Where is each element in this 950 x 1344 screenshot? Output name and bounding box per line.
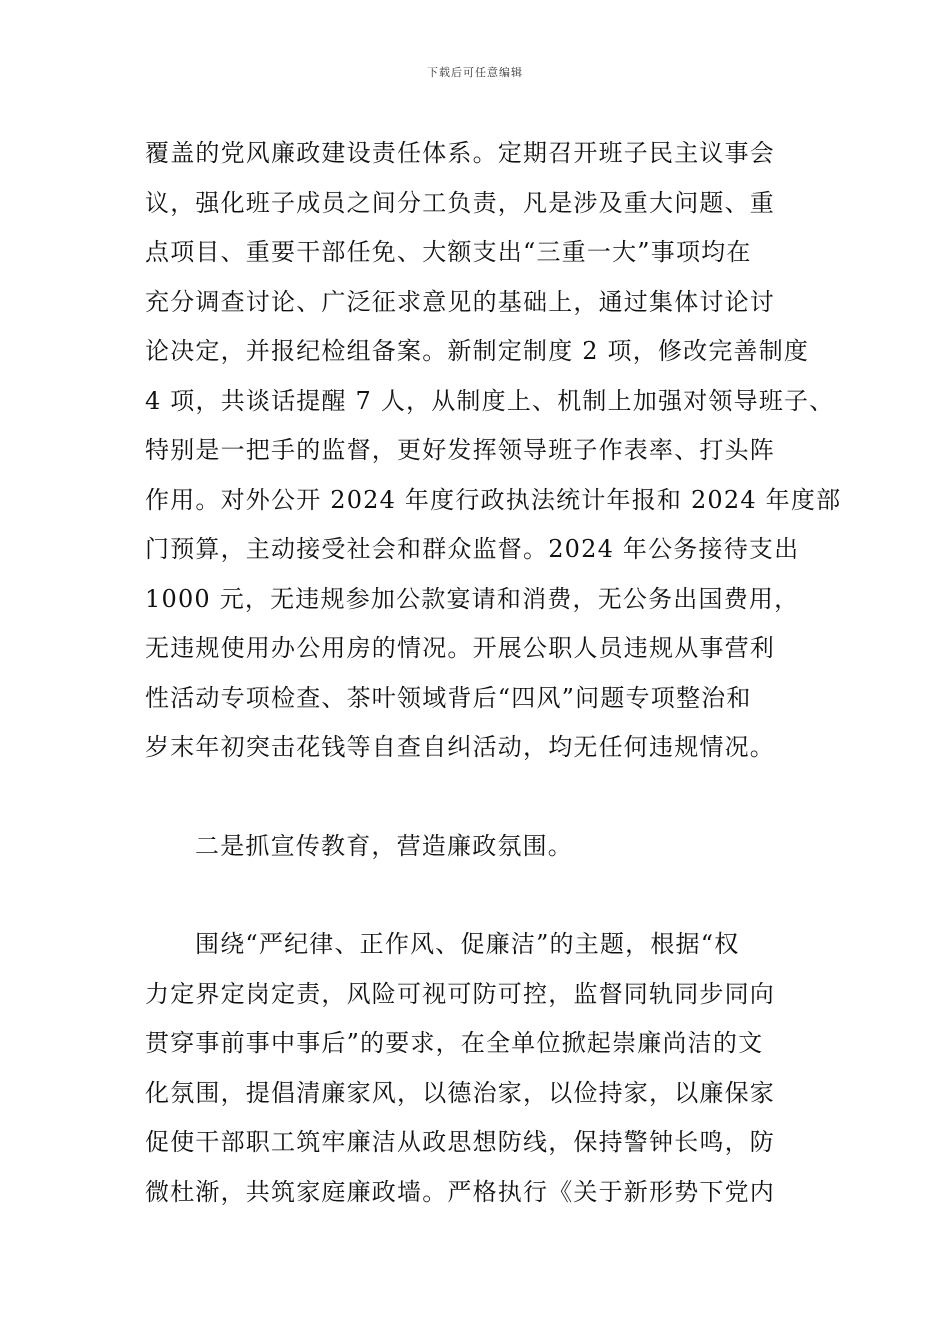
text-line: 性活动专项检查、茶叶领域背后“四风”问题专项整治和: [145, 683, 752, 712]
text-line: 论决定，并报纪检组备案。新制定制度 2 项，修改完善制度: [145, 337, 810, 365]
section-heading: 二是抓宣传教育，营造廉政氛围。: [195, 831, 573, 860]
paragraph-spacer: [145, 773, 825, 822]
text-line: 贯穿事前事中事后”的要求，在全单位掀起崇廉尚洁的文: [145, 1029, 764, 1057]
text-line: 充分调查讨论、广泛征求意见的基础上，通过集体讨论讨: [145, 287, 775, 316]
text-line: 促使干部职工筑牢廉洁从政思想防线，保持警钟长鸣，防: [145, 1128, 775, 1156]
document-body: [145, 129, 842, 1217]
text-line: 覆盖的党风廉政建设责任体系。定期召开班子民主议事会: [145, 139, 775, 167]
paragraph-1: [145, 129, 842, 773]
header-note: 下载后可任意编辑: [427, 66, 523, 79]
text-line: 微杜渐，共筑家庭廉政墙。严格执行《关于新形势下党内: [145, 1177, 775, 1206]
text-line: 门预算，主动接受社会和群众监督。2024 年公务接待支出: [145, 535, 800, 563]
text-line: 化氛围，提倡清廉家风，以德治家，以俭持家，以廉保家: [145, 1078, 775, 1107]
paragraph-2: [145, 920, 825, 1217]
text-line: 岁末年初突击花钱等自查自纠活动，均无任何违规情况。: [145, 733, 775, 761]
text-line: 无违规使用办公用房的情况。开展公职人员违规从事营利: [145, 634, 775, 662]
paragraph-spacer: [145, 871, 825, 920]
text-line: 围绕“严纪律、正作风、促廉洁”的主题，根据“权: [195, 930, 740, 958]
text-line: 1000 元，无违规参加公款宴请和消费，无公务出国费用，: [145, 584, 800, 613]
text-line: 4 项，共谈话提醒 7 人，从制度上、机制上加强对领导班子、: [145, 386, 835, 415]
text-line: 特别是一把手的监督，更好发挥领导班子作表率、打头阵: [145, 436, 775, 464]
text-line: 作用。对外公开 2024 年度行政执法统计年报和 2024 年度部: [145, 485, 842, 514]
text-line: 力定界定岗定责，风险可视可防可控，监督同轨同步同向: [145, 979, 775, 1008]
text-line: 议，强化班子成员之间分工负责，凡是涉及重大问题、重: [145, 188, 775, 217]
text-line: 点项目、重要干部任免、大额支出“三重一大”事项均在: [145, 238, 752, 266]
